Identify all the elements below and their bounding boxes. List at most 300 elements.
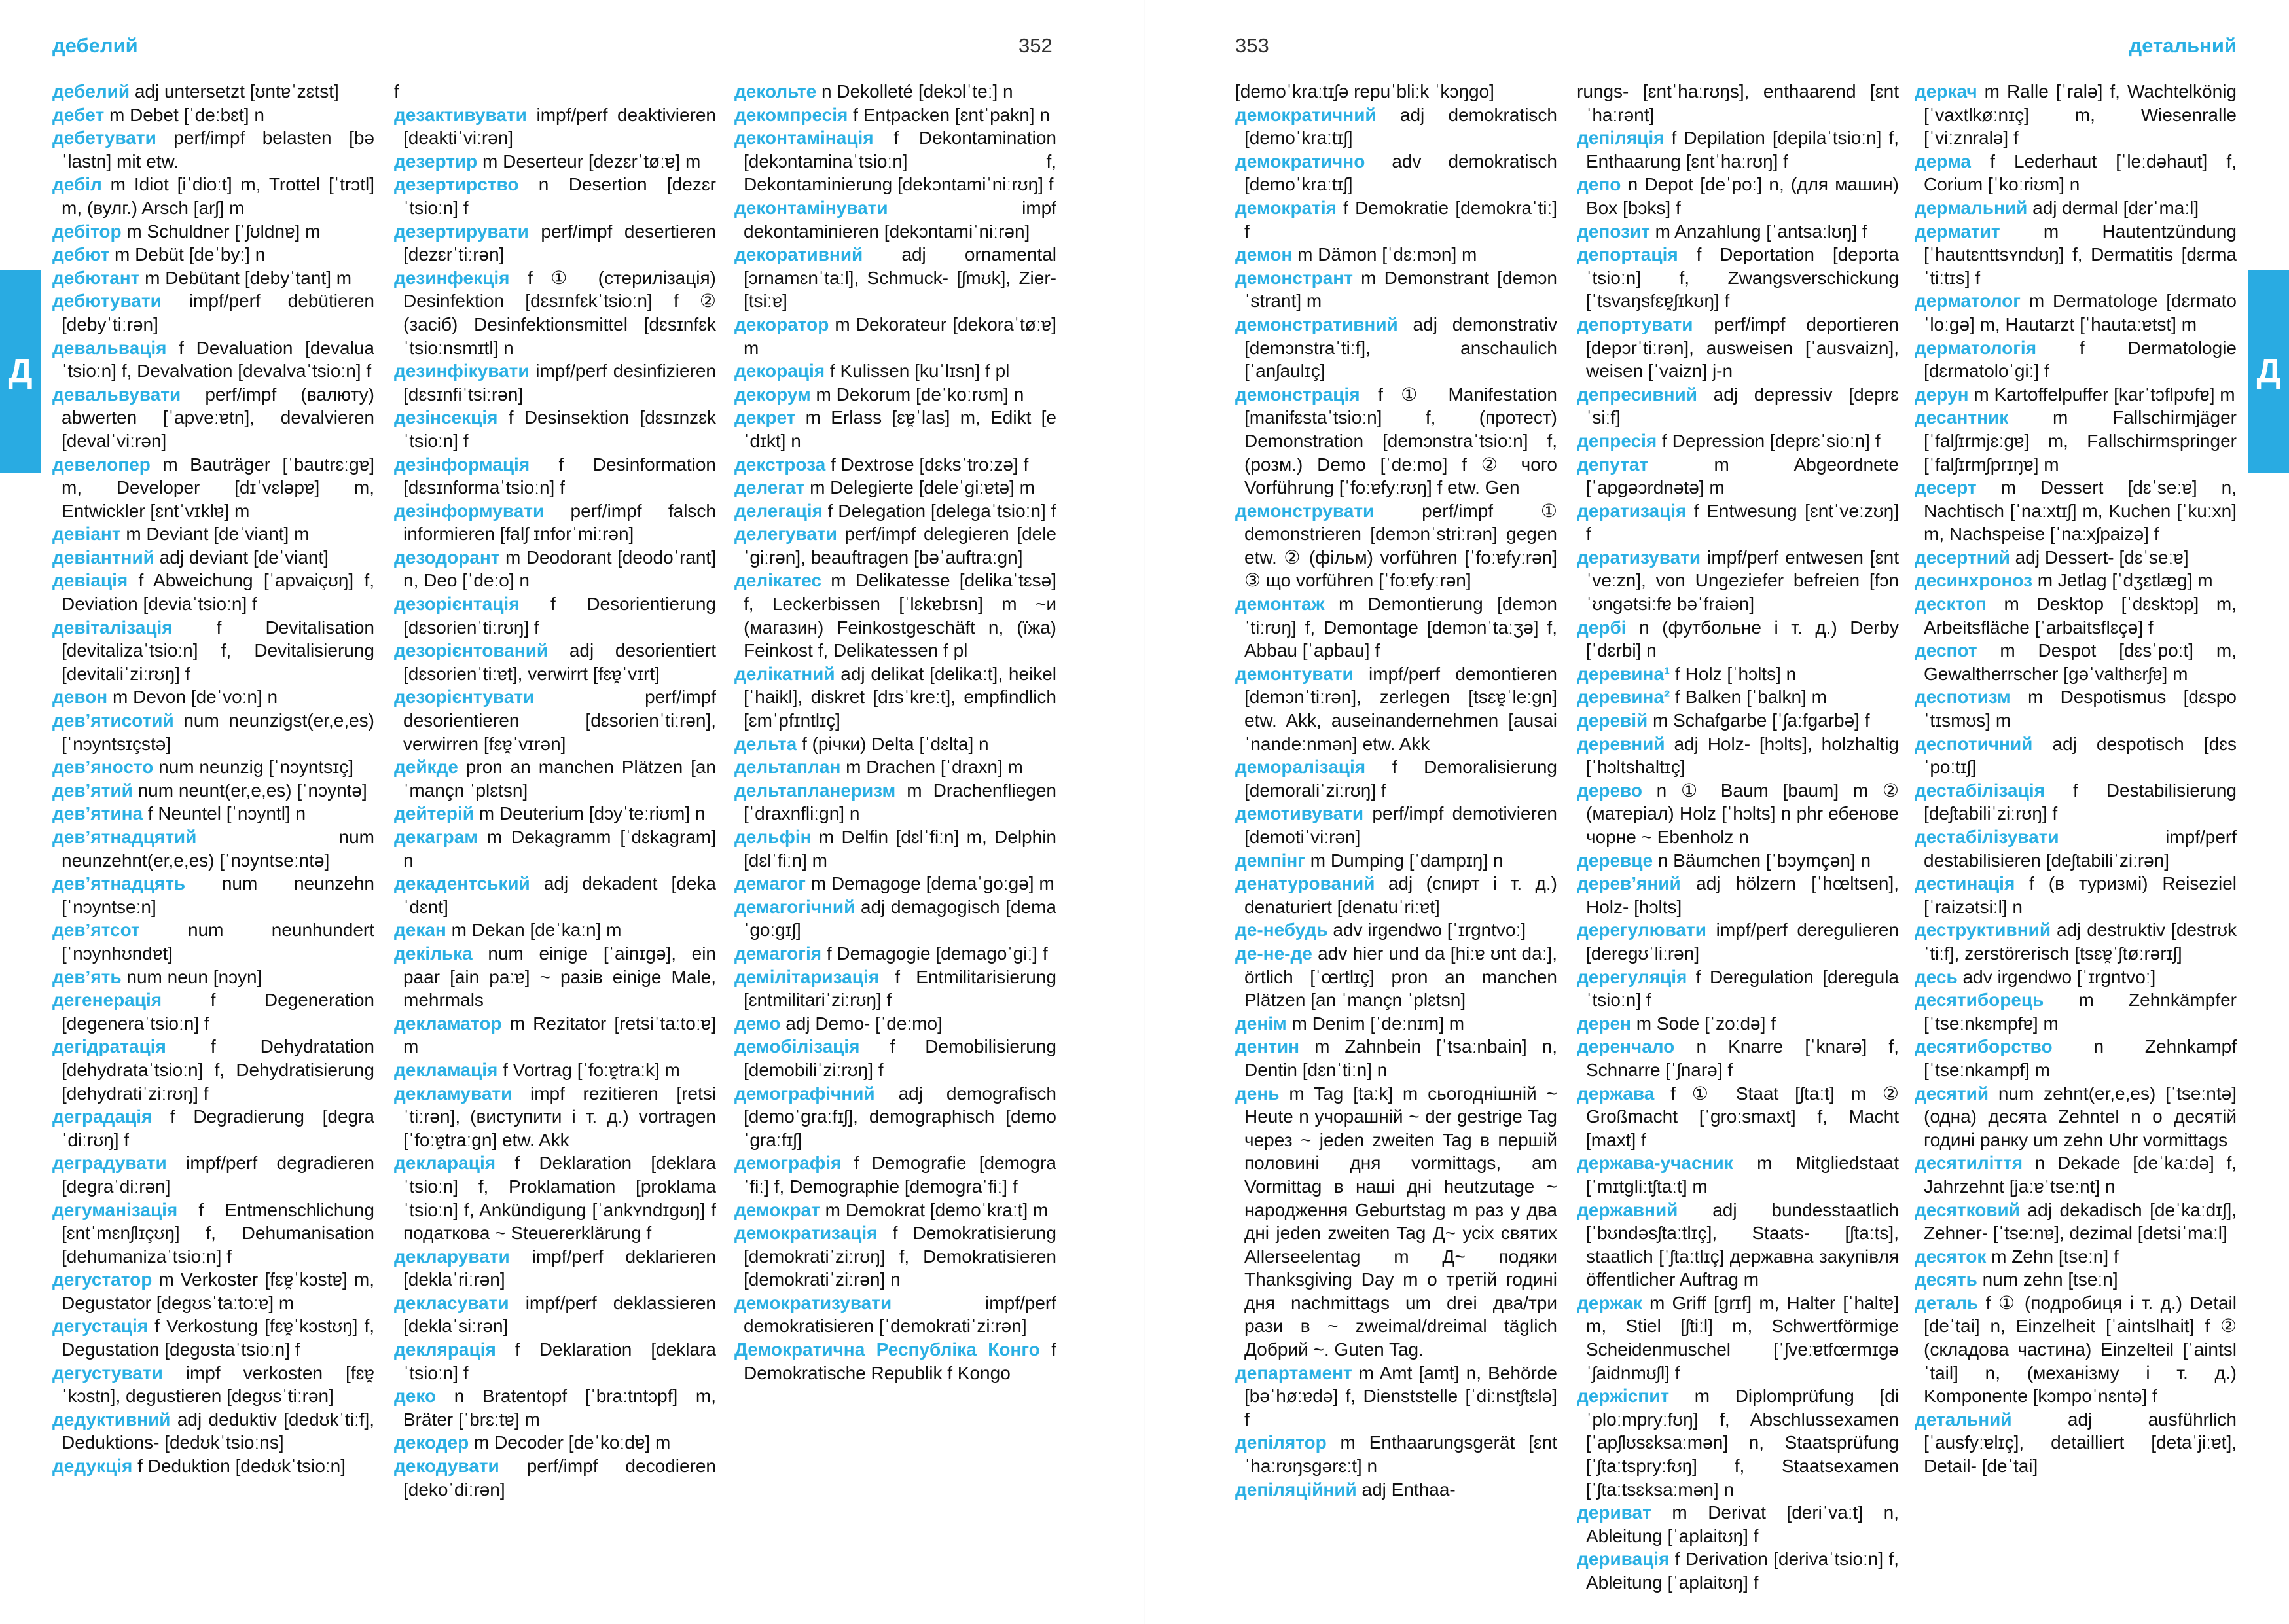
entry-definition: [demoˈkraːtɪʃə repuˈbliːk ˈkɔŋgo] (1235, 81, 1494, 101)
dictionary-entry (394, 802, 716, 825)
dictionary-entry (52, 266, 374, 290)
entry-headword: декомпресія (734, 104, 848, 125)
entry-definition: m Zehnkämpfer [ˈtseːnkɛmpfɐ] m (1924, 990, 2237, 1034)
entry-headword: дезинфікувати (394, 361, 530, 382)
dictionary-entry (1915, 732, 2237, 779)
dictionary-entry (734, 1035, 1056, 1081)
entry-headword: дезинфекція (394, 267, 510, 288)
dictionary-entry (1235, 849, 1557, 873)
entry-definition: num neunzehnt(er,e,es) [ˈnɔyntseːntə] (62, 827, 374, 871)
entry-headword: деренчало (1577, 1036, 1675, 1057)
entry-definition: m Debüt [deˈbyː] n (109, 244, 266, 265)
dictionary-entry (1915, 988, 2237, 1035)
entry-definition: m Delfin [dɛlˈfiːn] m, Delphin [dɛlˈfiːn] m (744, 827, 1056, 871)
entry-headword: дегустація (52, 1316, 149, 1337)
dictionary-entry (394, 639, 716, 685)
entry-definition: f Desinformation [dɛsɪnformaˈtsioːn] f (403, 454, 716, 498)
entry-definition: perf/impf desertieren [dezɛrˈtiːrən] (403, 221, 716, 265)
entry-definition: perf/impf decodieren [dekoˈdiːrən] (403, 1456, 716, 1500)
dictionary-entry (1577, 1035, 1899, 1081)
entry-headword: демографія (734, 1153, 842, 1174)
entry-definition: m Diplomprüfung [diˈploːmpryːfʊŋ] f, Abschlussexamen [ˈapʃlʊsɛksaːmən] n, Staatsprüfung [ˈʃtaːtspryːfʊŋ] f, Staatsexamen [ˈʃtaːtsɛksaːmən] n (1586, 1386, 1899, 1500)
entry-headword: деморалізація (1235, 757, 1366, 778)
entry-definition: m Deodorant [deodoˈrant] n, Deo [ˈdeːo] n (403, 547, 716, 591)
dictionary-entry (52, 1362, 374, 1408)
entry-definition: impf/perf demokratisieren [ˈdemokratiˈziːrən] (744, 1292, 1056, 1337)
entry-definition: m Decoder [deˈkoːdɐ] m (469, 1432, 671, 1453)
dictionary-entry (1577, 453, 1899, 499)
entry-headword: детальний (1915, 1409, 2012, 1430)
entry-definition: impf/perf desinfizieren [dɛsɪnfiˈtsiːrən] (403, 361, 716, 405)
entry-headword: девіація (52, 570, 128, 591)
entry-definition: adj Holz- [hɔlts], holzhaltig [ˈhɔltshaltɪç] (1586, 733, 1899, 778)
entry-definition: adj Demo- [ˈdeːmo] (780, 1013, 943, 1034)
entry-headword: девон (52, 687, 108, 708)
dictionary-entry (734, 1338, 1056, 1384)
dictionary-entry (1915, 825, 2237, 872)
entry-definition: f ① (подробиця і т. д.) Detail [deˈtai] n, Einzelheit [ˈaintslhait] f ② (складова частина) Einzelteil [ˈaintslˈtail] n, (механізму і т. д.) Komponente [kɔmpoˈnɛntə] f (1924, 1292, 2237, 1407)
entry-definition: f Demokratisierung [demokratiˈziːrʊŋ] f, Demokratisieren [demokratiˈziːrən] n (744, 1223, 1056, 1290)
entry-headword: дестинація (1915, 873, 2015, 894)
entry-headword: десятий (1915, 1083, 1989, 1104)
entry-headword: держіспит (1577, 1386, 1670, 1407)
dictionary-entry (1915, 546, 2237, 569)
entry-definition: m Derivat [deriˈvaːt] n, Ableitung [ˈaplaitʊŋ] f (1586, 1502, 1899, 1546)
entry-headword: демократизувати (734, 1292, 892, 1313)
entry-headword: декадентський (394, 873, 530, 894)
entry-headword: держава-учасник (1577, 1153, 1733, 1174)
entry-headword: деспотизм (1915, 687, 2011, 708)
entry-headword: дезорієнтований (394, 640, 549, 661)
entry-definition: m Idiot [iˈdioːt] m, Trottel [ˈtrɔtl] m, (вулг.) Arsch [arʃ] m (62, 174, 374, 218)
entry-headword: делікатес (734, 570, 821, 591)
dictionary-entry (1235, 1362, 1557, 1432)
entry-headword: депо (1577, 174, 1621, 195)
entry-headword: делегація (734, 500, 823, 521)
dictionary-entry (1577, 1501, 1899, 1547)
dictionary-entry (394, 546, 716, 592)
entry-headword: деривація (1577, 1549, 1670, 1570)
entry-definition: adj ausführlich [ˈausfyːɐlɪç], detailliert [detaˈjiːɐt], Detail- [deˈtai] (1924, 1409, 2237, 1477)
dictionary-entry (1235, 266, 1557, 313)
right-guide-word: детальний (2129, 34, 2237, 57)
entry-definition: m Ralle [ˈralə] f, Wachtelkönig [ˈvaxtlkøːnɪç] m, Wiesenralle [ˈviːznralə] f (1924, 81, 2237, 149)
entry-definition: m Hautentzündung [ˈhautɛnttsʏndʊŋ] f, Dermatitis [dɛrmaˈtiːtɪs] f (1924, 221, 2237, 288)
entry-definition: m Schuldner [ˈʃʊldnɐ] m (121, 221, 321, 242)
dictionary-entry (52, 965, 374, 989)
entry-definition: impf/perf debütieren [debyˈtiːrən] (62, 291, 374, 334)
dictionary-entry (1235, 499, 1557, 592)
dictionary-entry (1577, 173, 1899, 219)
entry-headword: день (1235, 1083, 1280, 1104)
dictionary-entry (1235, 1035, 1557, 1081)
entry-headword: дегустувати (52, 1362, 163, 1383)
entry-headword: дерматит (1915, 221, 2000, 242)
entry-definition: num neunt(er,e,es) [ˈnɔyntə] (132, 780, 367, 801)
entry-headword: десятиборство (1915, 1036, 2053, 1057)
entry-headword: деревина² (1577, 687, 1670, 708)
entry-headword: дев’ять (52, 966, 122, 987)
entry-headword: дезертир (394, 151, 478, 171)
entry-headword: дезінформувати (394, 500, 545, 521)
entry-headword: дериват (1577, 1502, 1651, 1523)
entry-definition: perf/impf desorientieren [dɛsorienˈtiːrən], verwirren [fɛɐ̯ˈvɪrən] (403, 687, 716, 754)
entry-definition: m Demokrat [demoˈkraːt] m (820, 1199, 1049, 1220)
entry-headword: дезактивувати (394, 104, 527, 125)
entry-headword: декорація (734, 361, 825, 382)
entry-headword: депутат (1577, 454, 1649, 475)
entry-headword: дедукція (52, 1456, 133, 1477)
dictionary-entry (1235, 80, 1557, 103)
entry-headword: дестабілізувати (1915, 827, 2059, 847)
entry-headword: дельтапланеризм (734, 780, 896, 801)
entry-headword: декодувати (394, 1456, 499, 1477)
dictionary-entry (1235, 942, 1557, 1012)
dictionary-entry (52, 546, 374, 569)
entry-headword: десертний (1915, 547, 2010, 568)
right-column-3 (1915, 80, 2237, 1605)
dictionary-entry (394, 1454, 716, 1501)
dictionary-entry (1915, 592, 2237, 639)
dictionary-entry (734, 1151, 1056, 1198)
entry-definition: m Fallschirmjäger [ˈfalʃɪrmjɛːgɐ] m, Fallschirmspringer [ˈfalʃɪrmʃprɪŋɐ] m (1924, 407, 2237, 475)
entry-headword: дератизувати (1577, 547, 1701, 568)
dictionary-entry (1577, 383, 1899, 429)
dictionary-entry (52, 802, 374, 825)
entry-headword: дев’ятнадцятий (52, 827, 197, 847)
entry-headword: декілька (394, 943, 473, 964)
left-header-word (52, 33, 138, 59)
entry-headword: деко (394, 1386, 437, 1407)
dictionary-entry (1915, 150, 2237, 196)
dictionary-entry (1235, 592, 1557, 662)
entry-headword: десктоп (1915, 594, 1987, 615)
dictionary-entry (734, 313, 1056, 359)
dictionary-entry (734, 126, 1056, 196)
entry-definition: impf/perf deklassieren [deklaˈsiːrən] (403, 1292, 716, 1337)
entry-definition: adj dekadisch [deˈkaːdɪʃ], Zehner- [ˈtseːnɐ], dezimal [detsiˈmaːl] (1924, 1199, 2237, 1244)
dictionary-entry (394, 266, 716, 359)
dictionary-entry (734, 476, 1056, 499)
entry-headword: деспот (1915, 640, 1977, 661)
entry-definition: m Dekorateur [dekoraˈtøːɐ] m (744, 314, 1056, 358)
dictionary-entry (1915, 918, 2237, 965)
entry-headword: дегідратація (52, 1036, 166, 1057)
dictionary-entry (1235, 918, 1557, 942)
dictionary-entry (734, 942, 1056, 965)
entry-headword: демонтувати (1235, 663, 1354, 684)
entry-headword: дев’ятий (52, 780, 133, 801)
dictionary-entry (52, 918, 374, 965)
entry-definition: f Degeneration [degeneraˈtsioːn] f (62, 990, 374, 1034)
left-page-number-wrap (1018, 33, 1053, 59)
dictionary-entry (52, 825, 374, 872)
dictionary-entry (52, 103, 374, 127)
left-page-number: 352 (1018, 34, 1053, 57)
dictionary-entry (1577, 1012, 1899, 1036)
entry-definition: adj desorientiert [dɛsorienˈtiːɐt], verwirrt [fɛɐ̯ˈvɪrt] (403, 640, 716, 684)
entry-headword: дельтаплан (734, 757, 841, 778)
dictionary-entry (1577, 243, 1899, 313)
entry-headword: дельта (734, 733, 797, 754)
entry-headword: дезінформація (394, 454, 530, 475)
entry-definition: m Dämon [ˈdɛːmɔn] m (1292, 244, 1477, 265)
entry-headword: делегат (734, 477, 805, 498)
dictionary-entry (394, 918, 716, 942)
entry-headword: дейтерій (394, 803, 474, 824)
entry-headword: деградація (52, 1106, 153, 1127)
entry-definition: num neunzigst(er,e,es) [ˈnɔyntsɪçstə] (62, 710, 374, 754)
entry-headword: демократизація (734, 1223, 878, 1244)
entry-definition: impf verkosten [fɛɐ̯ˈkɔstn], degustieren [degʊsˈtiːrən] (62, 1362, 374, 1407)
entry-headword: десинхроноз (1915, 570, 2033, 591)
entry-headword: деконтамінація (734, 128, 874, 149)
entry-headword: декларація (394, 1153, 496, 1174)
entry-definition: f Entmilitarisierung [ɛntmilitariˈziːrʊŋ] f (744, 966, 1056, 1011)
dictionary-entry (1235, 196, 1557, 243)
entry-definition: m Dermatologe [dɛrmatoˈloːgə] m, Hautarzt [ˈhautaːɐtst] m (1924, 291, 2237, 334)
entry-headword: дельфін (734, 827, 812, 847)
dictionary-entry (394, 150, 716, 173)
entry-headword: дедуктивний (52, 1409, 171, 1430)
dictionary-entry (1577, 220, 1899, 244)
dictionary-entry (1577, 546, 1899, 616)
dictionary-entry (734, 1082, 1056, 1152)
entry-headword: декольте (734, 81, 817, 101)
entry-definition: n Bäumchen [ˈbɔymçən] n (1653, 850, 1871, 871)
dictionary-entry (734, 662, 1056, 732)
entry-headword: дерегулювати (1577, 920, 1706, 941)
dictionary-entry (734, 1012, 1056, 1036)
dictionary-entry (1235, 802, 1557, 848)
entry-headword: демагог (734, 873, 806, 894)
entry-headword: дегенерація (52, 990, 162, 1011)
entry-definition: f Verkostung [fɛɐ̯ˈkɔstʊŋ] f, Degustation [degʊstaˈtsioːn] f (62, 1316, 374, 1360)
entry-headword: деревій (1577, 710, 1648, 731)
entry-headword: денатурований (1235, 873, 1375, 894)
dictionary-entry (394, 1151, 716, 1244)
entry-headword: дезорієнтувати (394, 687, 535, 708)
entry-headword: демонстрація (1235, 384, 1360, 405)
entry-definition: perf/impf deportieren [depɔrˈtiːrən], ausweisen [ˈausvaizn], weisen [ˈvaizn] j-n (1586, 314, 1899, 382)
entry-definition: m Kartoffelpuffer [karˈtɔflpʊfɐ] m (1968, 384, 2235, 405)
entry-definition: m Bauträger [ˈbautrɛːɡɐ] m, Developer [dɪˈvɛləpɐ] m, Entwickler [ɛntˈvɪklɐ] m (62, 454, 374, 521)
dictionary-entry (1577, 1199, 1899, 1291)
entry-definition: f Devaluation [devaluaˈtsioːn] f, Devalvation [devalvaˈtsioːn] f (62, 337, 374, 382)
left-thumb-tab: Д (0, 270, 41, 473)
entry-headword: дерма (1915, 151, 1971, 171)
dictionary-entry (52, 1199, 374, 1269)
dictionary-entry (394, 1431, 716, 1454)
entry-headword: девелопер (52, 454, 151, 475)
entry-definition: f Dextrose [dɛksˈtroːzə] f (825, 454, 1029, 475)
entry-headword: декламувати (394, 1083, 513, 1104)
dictionary-entry (52, 616, 374, 686)
dictionary-entry (734, 965, 1056, 1012)
entry-definition: adv irgendwo [ˈɪrgntvoː] (1957, 966, 2156, 987)
entry-definition: f Deregulation [deregulaˈtsioːn] f (1586, 966, 1899, 1011)
dictionary-entry (1915, 569, 2237, 592)
entry-headword: декоративний (734, 244, 863, 265)
dictionary-entry (1915, 872, 2237, 918)
entry-definition: f Destabilisierung [deʃtabiliˈziːrʊŋ] f (1924, 780, 2237, 824)
entry-headword: деревце (1577, 850, 1653, 871)
entry-definition: f Dekontamination [dekɔntaminaˈtsioːn] f, Dekontaminierung [dekɔntamiˈniːrʊŋ] f (744, 128, 1056, 195)
entry-headword: делегувати (734, 524, 837, 545)
dictionary-entry (52, 1151, 374, 1198)
entry-definition: m Drachen [ˈdraxn] m (840, 757, 1023, 778)
right-header-word (2129, 33, 2237, 59)
entry-headword: декласувати (394, 1292, 509, 1313)
entry-definition: m Dekorum [deˈkoːrʊm] n (810, 384, 1024, 405)
dictionary-entry (52, 453, 374, 523)
entry-definition: f Dermatologie [dɛrmatoloˈgiː] f (1924, 337, 2237, 382)
entry-headword: декаграм (394, 827, 478, 847)
entry-headword: дебет (52, 104, 105, 125)
dictionary-entry (734, 383, 1056, 406)
entry-headword: деклярація (394, 1339, 496, 1360)
entry-headword: девальвація (52, 337, 167, 358)
entry-definition: impf/perf deaktivieren [deaktiˈviːrən] (403, 104, 716, 149)
entry-headword: деркач (1915, 81, 1977, 101)
entry-definition: num zehnt(er,e,es) [ˈtseːntə] (одна) десята Zehntel n о десятій годині ранку um zehn Uhr vormittags (1924, 1083, 2237, 1150)
entry-definition: f Entwesung [ɛntˈveːzʊŋ] f (1586, 500, 1899, 545)
entry-definition: f Dehydratation [dehydrataˈtsioːn] f, Dehydratisierung [dehydratiˈziːrʊŋ] f (62, 1036, 374, 1104)
dictionary-entry (1915, 476, 2237, 546)
dictionary-entry (734, 569, 1056, 662)
entry-headword: депресивний (1577, 384, 1697, 405)
entry-definition: f Demografie [demograˈfiː] f, Demographie [demograˈfiː] f (744, 1153, 1056, 1197)
entry-definition: f Entpacken [ɛntˈpakn] n (848, 104, 1050, 125)
dictionary-entry (734, 1291, 1056, 1338)
entry-definition: f Devitalisation [devitalizaˈtsioːn] f, Devitalisierung [devitaliˈziːrʊŋ] f (62, 617, 374, 684)
entry-headword: декламатор (394, 1013, 502, 1034)
dictionary-entry (1915, 965, 2237, 989)
entry-headword: десяток (1915, 1246, 1987, 1267)
dictionary-entry (1235, 755, 1557, 802)
dictionary-entry (1915, 80, 2237, 150)
entry-definition: m Denim [ˈdeːnɪm] m (1286, 1013, 1465, 1034)
dictionary-entry (734, 103, 1056, 127)
entry-headword: депортувати (1577, 314, 1693, 334)
entry-definition: adj demografisch [demoˈgraːfɪʃ], demographisch [demoˈgraːfɪʃ] (744, 1083, 1056, 1150)
dictionary-entry (1577, 429, 1899, 453)
entry-definition: num neunhundert [ˈnɔynhʊndɐt] (62, 920, 374, 964)
entry-definition: f Deportation [depɔrtaˈtsioːn] f, Zwangsverschickung [ˈtsvaŋsfɛɐ̯ʃɪkʊŋ] f (1586, 244, 1899, 312)
entry-definition: impf/perf destabilisieren [deʃtabiliˈziːrən] (1924, 827, 2237, 871)
entry-definition: m Schafgarbe [ˈʃaːfgarbə] f (1648, 710, 1870, 731)
entry-definition: m Deviant [deˈviant] m (120, 524, 310, 545)
entry-headword: депозит (1577, 221, 1650, 242)
entry-definition: perf/impf delegieren [deleˈgiːrən], beauftragen [bəˈauftraːgn] (744, 524, 1056, 568)
entry-headword: демілітаризація (734, 966, 880, 987)
dictionary-entry (1235, 1082, 1557, 1362)
entry-headword: демотивувати (1235, 803, 1364, 824)
entry-headword: демагогічний (734, 896, 856, 917)
dictionary-entry (1915, 685, 2237, 732)
entry-definition: adj deduktiv [dedʊkˈtiːf], Deduktions- [dedʊkˈtsioːns] (62, 1409, 374, 1453)
entry-definition: adj dekadent [dekaˈdɛnt] (403, 873, 716, 917)
dictionary-entry (394, 220, 716, 266)
entry-definition: adj demonstrativ [demɔnstraˈtiːf], anschaulich [ˈanʃaulɪç] (1244, 314, 1557, 382)
entry-headword: дерматолог (1915, 291, 2021, 312)
entry-definition: impf rezitieren [retsiˈtiːrən], (виступити і т. д.) vortragen [ˈfoːɐ̯traːgn] etw. Akk (403, 1083, 716, 1150)
entry-headword: деспотичний (1915, 733, 2033, 754)
entry-definition: m Verkoster [fɛɐ̯ˈkɔstɐ] m, Degustator [degʊsˈtaːtoːɐ] m (62, 1269, 374, 1313)
entry-headword: дев’ятина (52, 803, 143, 824)
dictionary-entry (394, 173, 716, 219)
dictionary-entry (1577, 1384, 1899, 1501)
dictionary-entry (1235, 1012, 1557, 1036)
dictionary-entry (734, 499, 1056, 523)
dictionary-entry (1915, 1291, 2237, 1408)
entry-headword: декламація (394, 1059, 498, 1080)
dictionary-entry (1915, 196, 2237, 220)
entry-definition: num neun [nɔyn] (121, 966, 262, 987)
dictionary-entry (1915, 1082, 2237, 1152)
entry-definition: m Drachenfliegen [ˈdraxnfliːgn] n (744, 780, 1056, 824)
right-column-1 (1235, 80, 1557, 1605)
entry-headword: дезінсекція (394, 407, 498, 428)
entry-headword: депіляція (1577, 128, 1665, 149)
entry-definition: m Enthaarungsgerät [ɛntˈhaːrʊŋsgərɛːt] n (1244, 1432, 1557, 1477)
dictionary-entry (734, 825, 1056, 872)
entry-definition: m Debütant [debyˈtant] m (139, 267, 352, 288)
dictionary-entry (394, 359, 716, 406)
entry-headword: дегустатор (52, 1269, 153, 1290)
entry-definition: m Erlass [ɛɐ̯ˈlas] m, Edikt [eˈdɪkt] n (744, 407, 1056, 451)
entry-headword: державний (1577, 1199, 1678, 1220)
entry-definition: impf/perf demontieren [demɔnˈtiːrən], zerlegen [tsɛɐ̯ˈleːgn] etw. Akk, auseinandernehmen [ausaiˈnandeːnmən] etw. Akk (1244, 663, 1557, 754)
entry-headword: дезодорант (394, 547, 500, 568)
entry-headword: девіантний (52, 547, 154, 568)
entry-definition: impf dekontaminieren [dekɔntamiˈniːrən] (744, 197, 1056, 242)
entry-headword: десантник (1915, 407, 2009, 428)
right-column-2 (1577, 80, 1899, 1605)
entry-headword: дейкде (394, 757, 458, 778)
entry-definition: m Deuterium [dɔyˈteːriʊm] n (473, 803, 706, 824)
entry-definition: m Jetlag [ˈdʒɛtlæg] m (2032, 570, 2213, 591)
entry-headword: дермальний (1915, 197, 2028, 218)
entry-headword: демократія (1235, 197, 1337, 218)
entry-headword: десятковий (1915, 1199, 2020, 1220)
entry-headword: десятиборець (1915, 990, 2044, 1011)
entry-definition: f Derivation [derivaˈtsioːn] f, Ableitung [ˈaplaitʊŋ] f (1586, 1549, 1899, 1593)
dictionary-entry (1577, 685, 1899, 709)
entry-headword: демагогія (734, 943, 822, 964)
entry-headword: де-не-де (1235, 943, 1312, 964)
entry-headword: десятиліття (1915, 1153, 2023, 1174)
entry-definition: adj demagogisch [demaˈgoːgɪʃ] (744, 896, 1056, 941)
entry-headword: деревина¹ (1577, 663, 1670, 684)
dictionary-entry (52, 1035, 374, 1105)
entry-definition: f Holz [ˈhɔlts] n (1670, 663, 1797, 684)
entry-definition: adj demokratisch [demoˈkraːtɪʃ] (1244, 104, 1557, 149)
entry-headword: демон (1235, 244, 1293, 265)
entry-definition: m Dumping [ˈdampɪŋ] n (1305, 850, 1504, 871)
dictionary-entry (734, 1199, 1056, 1222)
entry-headword: денім (1235, 1013, 1287, 1034)
dictionary-entry (734, 406, 1056, 452)
entry-headword: делікатний (734, 663, 835, 684)
entry-definition: adv hier und da [hiːɐ ʊnt daː], örtlich [ˈœrtlɪç] pron an manchen Plätzen [an ˈmançn ˈplɛtsn] (1244, 943, 1557, 1011)
entry-definition: n ① Baum [baum] m ② (матеріал) Holz [ˈhɔlts] n phr ебенове чорне ~ Ebenholz n (1586, 780, 1899, 847)
entry-headword: дебітор (52, 221, 122, 242)
dictionary-entry (1915, 1151, 2237, 1198)
dictionary-entry (1577, 1547, 1899, 1594)
dictionary-entry (52, 220, 374, 244)
dictionary-entry (1577, 1291, 1899, 1384)
